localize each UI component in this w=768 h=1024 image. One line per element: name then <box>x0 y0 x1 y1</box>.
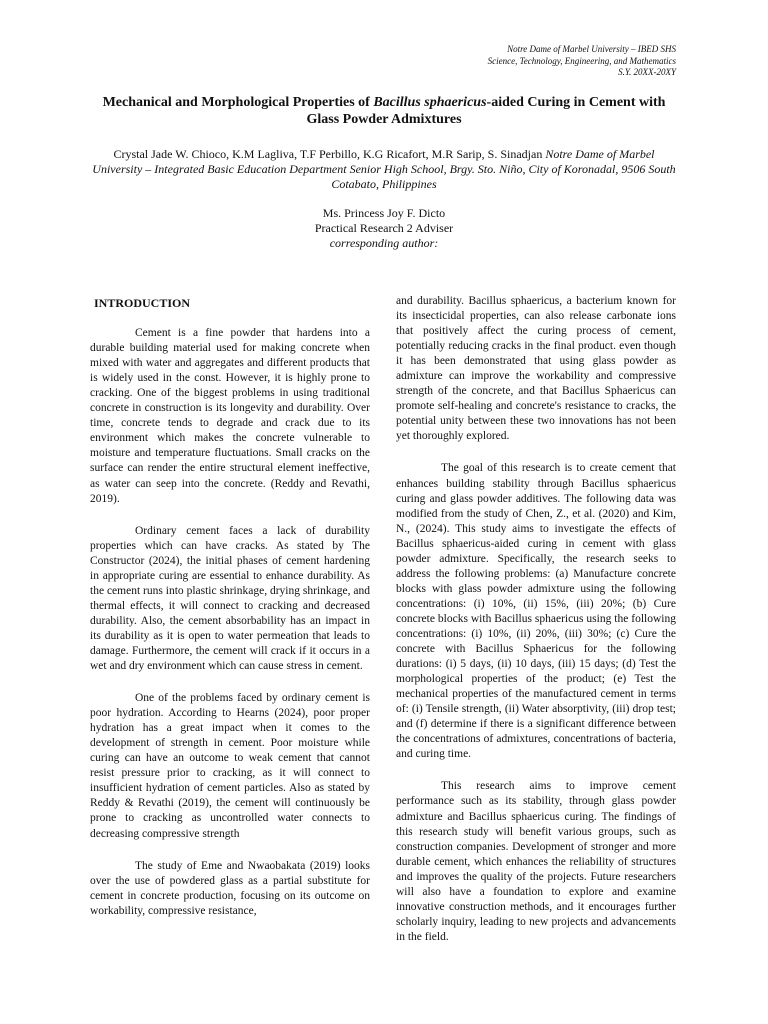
intro-paragraph: This research aims to improve cement performance such as its stability, through glass powder admixture and Bacillus sphaericus curing. The findings of this research study will benefit various groups, such as construction companies. Development of stronger and more durable cement, which enhances the reliability of structures and improves the quality of the projects. Future researchers will also have a foundation to explore and examine innovative construction methods, and it encourages further scholarly inquiry, leading to new projects and advancements in the field. <box>396 780 676 943</box>
title-part1: Mechanical and Morphological Properties of <box>102 95 374 110</box>
author-block <box>90 147 678 192</box>
right-column <box>396 294 676 962</box>
intro-paragraph: One of the problems faced by ordinary cement is poor hydration. According to Hearns (2024), poor proper hydration has a great impact when it comes to the development of strength in cement. Poor moisture while curing can have an outcome to weak cement that cannot resist pressure prior to cracking, as it will connect to insufficient hydration of cement particles. Also as stated by Reddy & Revathi (2019), the cement will continuously be prone to cracking as uncontrolled water connects to decreasing compressive strength <box>90 692 370 840</box>
author-affiliation: Notre Dame of Marbel University – Integrated Basic Education Department Senior High School, Brgy. Sto. Niño, City of Koronadal, 9506 South Cotabato, Philippines <box>92 147 676 191</box>
intro-paragraph: The study of Eme and Nwaobakata (2019) looks over the use of powdered glass as a partial substitute for cement in concrete production, focusing on its outcome on workability, compressive resistance, <box>90 859 370 917</box>
adviser-block <box>90 206 678 251</box>
adviser-role: Practical Research 2 Adviser <box>314 221 454 235</box>
intro-paragraph-continued: and durability. Bacillus sphaericus, a bacterium known for its insecticidal properties, can also release carbonate ions that positively affect the curing process of cement, potentially reducing cracks in the final product. even though it has been demonstrated that using glass powder as admixture can improve the workability and compressive strength of the concrete, and that Bacillus Sphaericus can promote self-healing and concrete's resistance to cracks, the potential unity between these two innovations has not been yet thoroughly explored. <box>396 295 676 443</box>
intro-paragraph: The goal of this research is to create cement that enhances building stability through Bacillus sphaericus curing and glass powder additives. The following data was modified from the study of Chen, Z., et al. (2020) and Kim, N., (2024). This study aims to investigate the effects of Bacillus sphaericus-aided curing in cement with glass powder admixture. Specifically, the research seeks to address the following problems: (a) Manufacture concrete blocks with glass powder admixture using the following concentrations: (i) 10%, (ii) 15%, (iii) 20%; (b) Cure concrete blocks with Bacillus sphaericus using the following concentrations: (i) 10%, (ii) 20%, (iii) 30%; (c) Cure the concrete with Bacillus Sphaericus for the following durations: (i) 5 days, (ii) 10 days, (iii) 15 days; (d) Test the morphological properties of the product; (e) Test the mechanical properties of the manufactured cement in terms of: (i) Tensile strength, (ii) Water absorptivity, (iii) drop test; and (f) determine if there is a significant difference between the concentrations of admixtures, concentrations of bacteria, and curing time. <box>396 462 676 761</box>
section-heading-introduction: INTRODUCTION <box>94 296 191 310</box>
title-part2: -aided Curing in Cement with Glass Powder Admixtures <box>306 95 666 127</box>
header-line-university: Notre Dame of Marbel University – IBED SHS <box>507 44 676 54</box>
header-line-strand: Science, Technology, Engineering, and Mathematics <box>487 55 676 66</box>
corresponding-author-label: corresponding author: <box>329 236 439 250</box>
paper-title <box>90 94 678 128</box>
adviser-name: Ms. Princess Joy F. Dicto <box>322 206 446 220</box>
institution-header <box>488 44 676 79</box>
title-italic-species: Bacillus sphaericus <box>373 95 487 110</box>
intro-paragraph: Cement is a fine powder that hardens into a durable building material used for making concrete when mixed with water and aggregates and different products that is widely used in the const. However, it is highly prone to cracking. One of the biggest problems in using traditional concrete in construction is its longevity and durability. Over time, concrete tends to degrade and crack due to its environment which makes the concrete vulnerable to moisture and temperature fluctuations. Small cracks on the surface can render the entire structural element ineffective, as water can seep into the concrete. (Reddy and Revathi, 2019). <box>90 327 370 505</box>
header-line-school-year: S.Y. 20XX-20XY <box>618 67 676 77</box>
author-names: Crystal Jade W. Chioco, K.M Lagliva, T.F Perbillo, K.G Ricafort, M.R Sarip, S. Sinadjan <box>113 147 546 161</box>
left-column <box>90 294 370 936</box>
intro-paragraph: Ordinary cement faces a lack of durability properties which can have cracks. As stated by The Constructor (2024), the initial phases of cement hardening in appropriate curing are essential to enhance durability. As the cement runs into plastic shrinkage, drying shrinkage, and thermal effects, it will connect to cracking and decreased durability. Also, the cement absorbability has an impact in its durability as it is open to water permeation that leads to damage. Furthermore, the cement will crack if it occurs in a wet and dry environment which can cause stress in cement. <box>90 524 370 673</box>
